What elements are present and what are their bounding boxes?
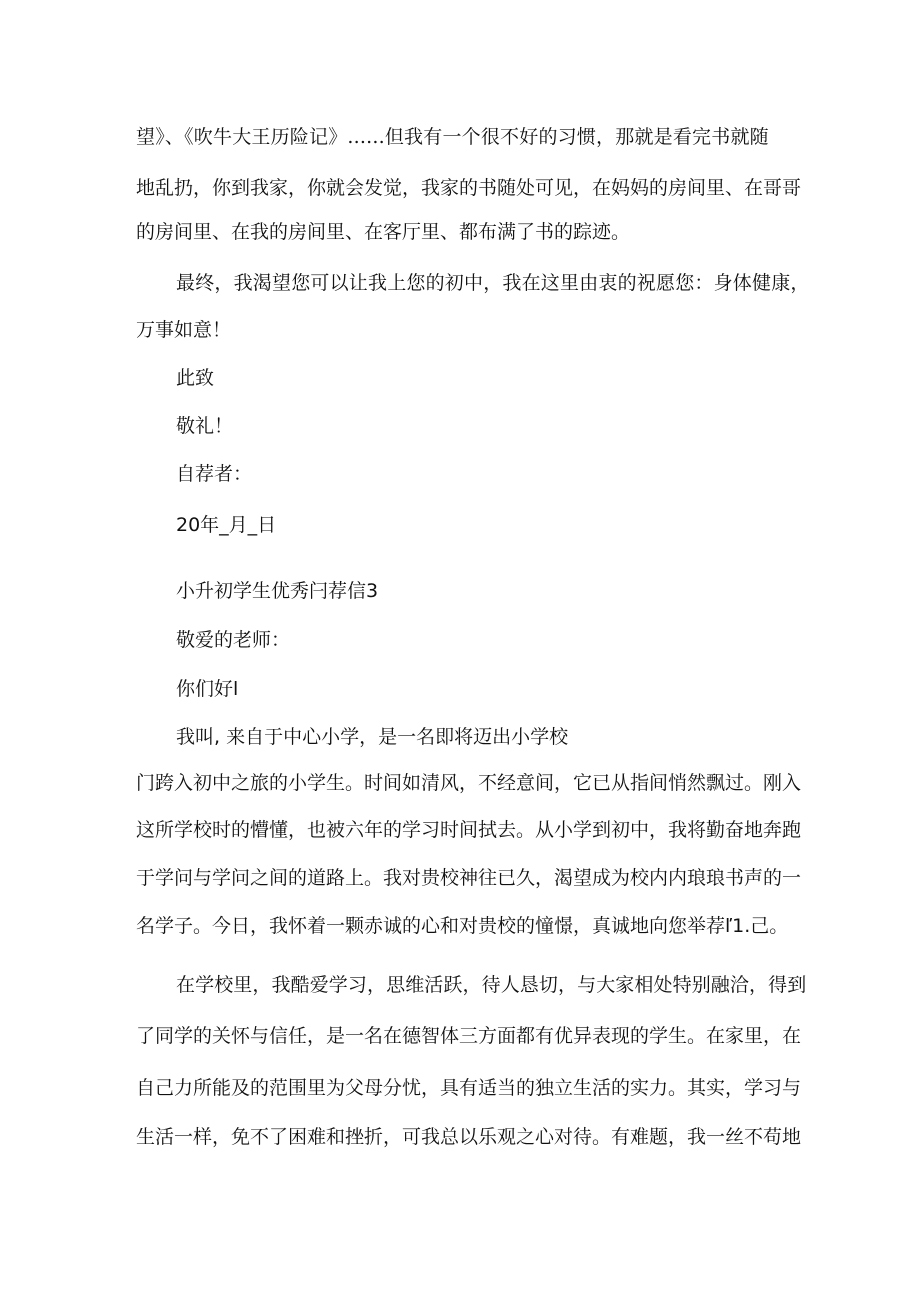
closing-date: 20年_月_日	[176, 514, 277, 536]
letter-3-intro: 我叫, 来自于中心小学，是一名即将迈出小学校	[176, 726, 569, 748]
letter-3-paragraph-2-line-4: 生活一样，免不了困难和挫折，可我总以乐观之心对待。有难题，我一丝不苟地	[136, 1126, 802, 1148]
letter-3-title: 小升初学生优秀闩荐信3	[176, 580, 379, 602]
closing-salutation-1: 此致	[176, 367, 215, 389]
paragraph-2-line-2: 万事如意！	[136, 319, 232, 341]
letter-3-paragraph-2-line-2: 了同学的关怀与信任，是一名在德智体三方面都有优异表现的学生。在家里，在	[136, 1025, 802, 1047]
letter-3-paragraph-1-line-1: 门跨入初中之旅的小学生。时间如清风，不经意间，它已从指间悄然飘过。刚入	[136, 772, 802, 794]
closing-signer: 自荐者：	[176, 463, 253, 485]
letter-3-hello: 你们好l	[176, 678, 239, 700]
letter-3-paragraph-2-line-1: 在学校里，我酷爱学习，思维活跃，待人恳切，与大家相处特别融洽，得到	[176, 974, 807, 996]
paragraph-1-line-3: 的房间里、在我的房间里、在客厅里、都布满了书的踪迹。	[136, 221, 631, 243]
paragraph-1-line-2: 地乱扔，你到我家，你就会发觉，我家的书随处可见，在妈妈的房间里、在哥哥	[136, 177, 802, 199]
paragraph-2-line-1: 最终，我渴望您可以让我上您的初中，我在这里由衷的祝愿您：身体健康，	[176, 272, 810, 294]
letter-3-paragraph-1-line-2: 这所学校时的懵懂，也被六年的学习时间拭去。从小学到初中，我将勤奋地奔跑	[136, 819, 802, 841]
letter-3-paragraph-1-line-4: 名学子。今日，我怀着一颗赤诚的心和对贵校的憧憬，真诚地向您举荐ľ1.己。	[136, 915, 789, 937]
closing-salutation-2: 敬礼！	[176, 415, 234, 437]
paragraph-1-line-1: 望》、《吹牛大王历险记》......但我有一个很不好的习惯，那就是看完书就随	[136, 126, 769, 148]
letter-3-paragraph-1-line-3: 于学问与学问之间的道路上。我对贵校神往已久，渴望成为校内内琅琅书声的一	[136, 867, 802, 889]
letter-3-greeting: 敬爱的老师：	[176, 629, 291, 651]
letter-3-paragraph-2-line-3: 自己力所能及的范围里为父母分忧，具有适当的独立生活的实力。其实，学习与	[136, 1077, 802, 1099]
